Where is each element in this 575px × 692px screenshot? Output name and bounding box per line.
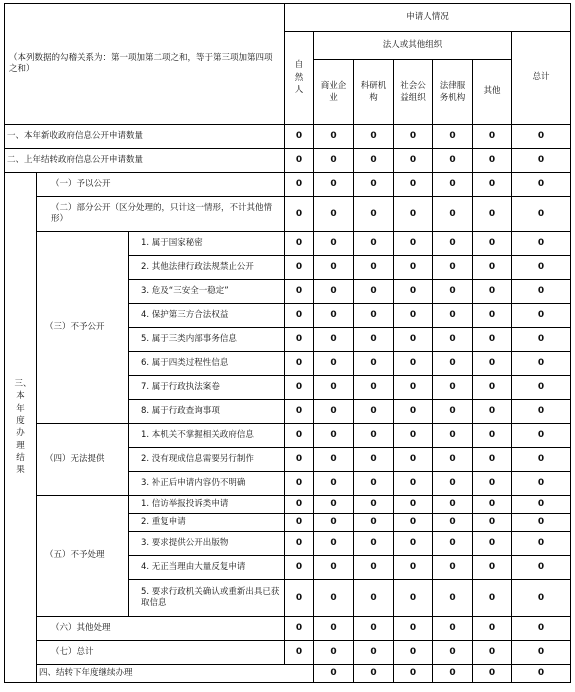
count-value: 0 (433, 424, 473, 448)
count-value: 0 (394, 580, 433, 617)
row-total-value: 0 (512, 280, 571, 304)
count-value: 0 (285, 580, 314, 617)
count-value: 0 (314, 232, 354, 256)
count-value: 0 (473, 665, 512, 683)
count-value: 0 (314, 448, 354, 472)
count-value: 0 (314, 328, 354, 352)
table-row (5, 173, 571, 197)
category-other: 其他 (473, 60, 512, 125)
row-total-value: 0 (512, 580, 571, 617)
row-label: 8. 属于行政查询事项 (129, 400, 285, 424)
natural-person-header: 自然人 (285, 32, 314, 125)
row-total-value: 0 (512, 496, 571, 514)
count-value: 0 (314, 125, 354, 149)
count-value: 0 (394, 125, 433, 149)
count-value: 0 (314, 400, 354, 424)
count-value: 0 (433, 376, 473, 400)
count-value: 0 (354, 328, 394, 352)
count-value: 0 (354, 304, 394, 328)
row-total-value: 0 (512, 514, 571, 532)
count-value: 0 (433, 256, 473, 280)
count-value: 0 (394, 280, 433, 304)
count-value: 0 (433, 556, 473, 580)
count-value: 0 (314, 376, 354, 400)
count-value: 0 (394, 304, 433, 328)
count-value: 0 (354, 197, 394, 232)
count-value: 0 (314, 280, 354, 304)
row-total-value: 0 (512, 532, 571, 556)
count-value: 0 (473, 352, 512, 376)
row-label: 7. 属于行政执法案卷 (129, 376, 285, 400)
count-value: 0 (285, 149, 314, 173)
row-label: 3. 危及“三安全一稳定” (129, 280, 285, 304)
row-label: 2. 没有现成信息需要另行制作 (129, 448, 285, 472)
count-value: 0 (473, 532, 512, 556)
count-value: 0 (314, 197, 354, 232)
count-value: 0 (394, 448, 433, 472)
count-value: 0 (394, 641, 433, 665)
row-total-value: 0 (512, 256, 571, 280)
count-value: 0 (394, 376, 433, 400)
count-value: 0 (354, 556, 394, 580)
total-header: 总计 (512, 32, 571, 125)
count-value: 0 (394, 232, 433, 256)
count-value: 0 (473, 556, 512, 580)
count-value: 0 (433, 304, 473, 328)
section3-label: 三、本年度办理结果 (5, 173, 37, 683)
count-value: 0 (512, 665, 571, 683)
count-value: 0 (473, 424, 512, 448)
row-label: 6. 属于四类过程性信息 (129, 352, 285, 376)
header-row-top (5, 4, 571, 32)
applicant-situation-header: 申请人情况 (285, 4, 571, 32)
count-value: 0 (285, 424, 314, 448)
count-value: 0 (285, 197, 314, 232)
row-label: 3. 补正后申请内容仍不明确 (129, 472, 285, 496)
group5-label: （五）不予处理 (37, 496, 129, 617)
count-value: 0 (354, 472, 394, 496)
row-label: （六）其他处理 (37, 617, 285, 641)
count-value: 0 (354, 256, 394, 280)
count-value: 0 (285, 232, 314, 256)
count-value: 0 (473, 256, 512, 280)
row-label: 四、结转下年度继续办理 (37, 665, 314, 683)
category-commercial: 商业企业 (314, 60, 354, 125)
header-note: （本列数据的勾稽关系为：第一项加第二项之和，等于第三项加第四项之和） (5, 4, 285, 125)
count-value: 0 (433, 665, 473, 683)
row-total-value: 0 (512, 472, 571, 496)
count-value: 0 (314, 617, 354, 641)
count-value: 0 (354, 424, 394, 448)
row-label: 2. 重复申请 (129, 514, 285, 532)
count-value: 0 (314, 514, 354, 532)
count-value: 0 (473, 125, 512, 149)
count-value: 0 (354, 514, 394, 532)
count-value: 0 (433, 496, 473, 514)
count-value: 0 (354, 580, 394, 617)
count-value: 0 (433, 400, 473, 424)
count-value: 0 (285, 400, 314, 424)
count-value: 0 (473, 448, 512, 472)
count-value: 0 (314, 472, 354, 496)
count-value: 0 (433, 197, 473, 232)
table-row (5, 197, 571, 232)
count-value: 0 (473, 400, 512, 424)
row-total-value: 0 (512, 617, 571, 641)
count-value: 0 (433, 149, 473, 173)
count-value: 0 (433, 472, 473, 496)
count-value: 0 (433, 125, 473, 149)
table-row (5, 617, 571, 641)
count-value: 0 (285, 641, 314, 665)
count-value: 0 (314, 532, 354, 556)
row-total-value: 0 (512, 556, 571, 580)
category-research: 科研机构 (354, 60, 394, 125)
count-value: 0 (473, 376, 512, 400)
count-value: 0 (314, 580, 354, 617)
count-value: 0 (285, 532, 314, 556)
count-value: 0 (433, 514, 473, 532)
count-value: 0 (394, 665, 433, 683)
count-value: 0 (314, 556, 354, 580)
count-value: 0 (285, 496, 314, 514)
count-value: 0 (433, 532, 473, 556)
count-value: 0 (394, 424, 433, 448)
count-value: 0 (285, 173, 314, 197)
count-value: 0 (473, 617, 512, 641)
count-value: 0 (473, 514, 512, 532)
gov-info-disclosure-table (4, 3, 571, 683)
table-row (5, 125, 571, 149)
count-value: 0 (394, 149, 433, 173)
category-legal-service: 法律服务机构 (433, 60, 473, 125)
row-total-value: 0 (512, 400, 571, 424)
count-value: 0 (285, 125, 314, 149)
count-value: 0 (354, 532, 394, 556)
count-value: 0 (473, 328, 512, 352)
row-total-value: 0 (512, 125, 571, 149)
count-value: 0 (354, 352, 394, 376)
row-label: （七）总计 (37, 641, 285, 665)
table-row (5, 149, 571, 173)
count-value: 0 (354, 280, 394, 304)
row-total-value: 0 (512, 376, 571, 400)
count-value: 0 (285, 617, 314, 641)
count-value: 0 (473, 232, 512, 256)
row-total-value: 0 (512, 424, 571, 448)
row-total-value: 0 (512, 328, 571, 352)
row-total-value: 0 (512, 352, 571, 376)
row-label: 1. 属于国家秘密 (129, 232, 285, 256)
row-label: 4. 保护第三方合法权益 (129, 304, 285, 328)
row-label: 1. 本机关不掌握相关政府信息 (129, 424, 285, 448)
count-value: 0 (354, 232, 394, 256)
count-value: 0 (473, 280, 512, 304)
row-label: 5. 要求行政机关确认或重新出具已获取信息 (129, 580, 285, 617)
count-value: 0 (314, 304, 354, 328)
count-value: 0 (394, 556, 433, 580)
count-value: 0 (314, 256, 354, 280)
count-value: 0 (433, 280, 473, 304)
count-value: 0 (473, 580, 512, 617)
count-value: 0 (314, 424, 354, 448)
row-label: 5. 属于三类内部事务信息 (129, 328, 285, 352)
count-value: 0 (354, 173, 394, 197)
count-value: 0 (314, 149, 354, 173)
row-label: 3. 要求提供公开出版物 (129, 532, 285, 556)
count-value: 0 (285, 514, 314, 532)
count-value: 0 (433, 328, 473, 352)
count-value: 0 (285, 448, 314, 472)
count-value: 0 (285, 280, 314, 304)
row-label: （一）予以公开 (37, 173, 285, 197)
count-value: 0 (394, 514, 433, 532)
count-value: 0 (354, 400, 394, 424)
row-label: 4. 无正当理由大量反复申请 (129, 556, 285, 580)
legal-or-other-header: 法人或其他组织 (314, 32, 512, 60)
row-total-value: 0 (512, 232, 571, 256)
row-total-value: 0 (512, 448, 571, 472)
count-value: 0 (473, 472, 512, 496)
row-total-value: 0 (512, 197, 571, 232)
count-value: 0 (394, 328, 433, 352)
count-value: 0 (394, 400, 433, 424)
count-value: 0 (433, 448, 473, 472)
count-value: 0 (285, 304, 314, 328)
count-value: 0 (394, 197, 433, 232)
row-total-value: 0 (512, 641, 571, 665)
count-value: 0 (354, 448, 394, 472)
count-value: 0 (285, 256, 314, 280)
count-value: 0 (473, 641, 512, 665)
count-value: 0 (354, 376, 394, 400)
count-value: 0 (394, 256, 433, 280)
count-value: 0 (473, 149, 512, 173)
table-row (5, 424, 571, 448)
row-label: （二）部分公开（区分处理的，只计这一情形，不计其他情形） (37, 197, 285, 232)
row-total-value: 0 (512, 304, 571, 328)
count-value: 0 (473, 173, 512, 197)
count-value: 0 (433, 641, 473, 665)
table-row (5, 232, 571, 256)
count-value: 0 (314, 173, 354, 197)
count-value: 0 (394, 472, 433, 496)
row-label: 二、上年结转政府信息公开申请数量 (5, 149, 285, 173)
count-value: 0 (433, 173, 473, 197)
count-value: 0 (354, 496, 394, 514)
count-value: 0 (354, 665, 394, 683)
table-row (5, 665, 571, 683)
table-row (5, 641, 571, 665)
count-value: 0 (433, 617, 473, 641)
count-value: 0 (394, 496, 433, 514)
count-value: 0 (433, 580, 473, 617)
group3-label: （三）不予公开 (37, 232, 129, 424)
count-value: 0 (394, 532, 433, 556)
count-value: 0 (354, 641, 394, 665)
count-value: 0 (473, 304, 512, 328)
row-label: 1. 信访举报投诉类申请 (129, 496, 285, 514)
group4-label: （四）无法提供 (37, 424, 129, 496)
row-total-value: 0 (512, 173, 571, 197)
count-value: 0 (433, 232, 473, 256)
count-value: 0 (354, 149, 394, 173)
count-value: 0 (473, 197, 512, 232)
count-value: 0 (354, 617, 394, 641)
count-value: 0 (285, 352, 314, 376)
row-total-value: 0 (512, 149, 571, 173)
count-value: 0 (285, 328, 314, 352)
row-label: 2. 其他法律行政法规禁止公开 (129, 256, 285, 280)
count-value: 0 (314, 665, 354, 683)
count-value: 0 (473, 496, 512, 514)
count-value: 0 (394, 173, 433, 197)
category-public-welfare: 社会公益组织 (394, 60, 433, 125)
count-value: 0 (354, 125, 394, 149)
count-value: 0 (433, 352, 473, 376)
count-value: 0 (314, 641, 354, 665)
count-value: 0 (285, 472, 314, 496)
count-value: 0 (285, 556, 314, 580)
table-row (5, 496, 571, 514)
count-value: 0 (314, 352, 354, 376)
count-value: 0 (285, 376, 314, 400)
count-value: 0 (394, 352, 433, 376)
row-label: 一、本年新收政府信息公开申请数量 (5, 125, 285, 149)
count-value: 0 (314, 496, 354, 514)
count-value: 0 (394, 617, 433, 641)
